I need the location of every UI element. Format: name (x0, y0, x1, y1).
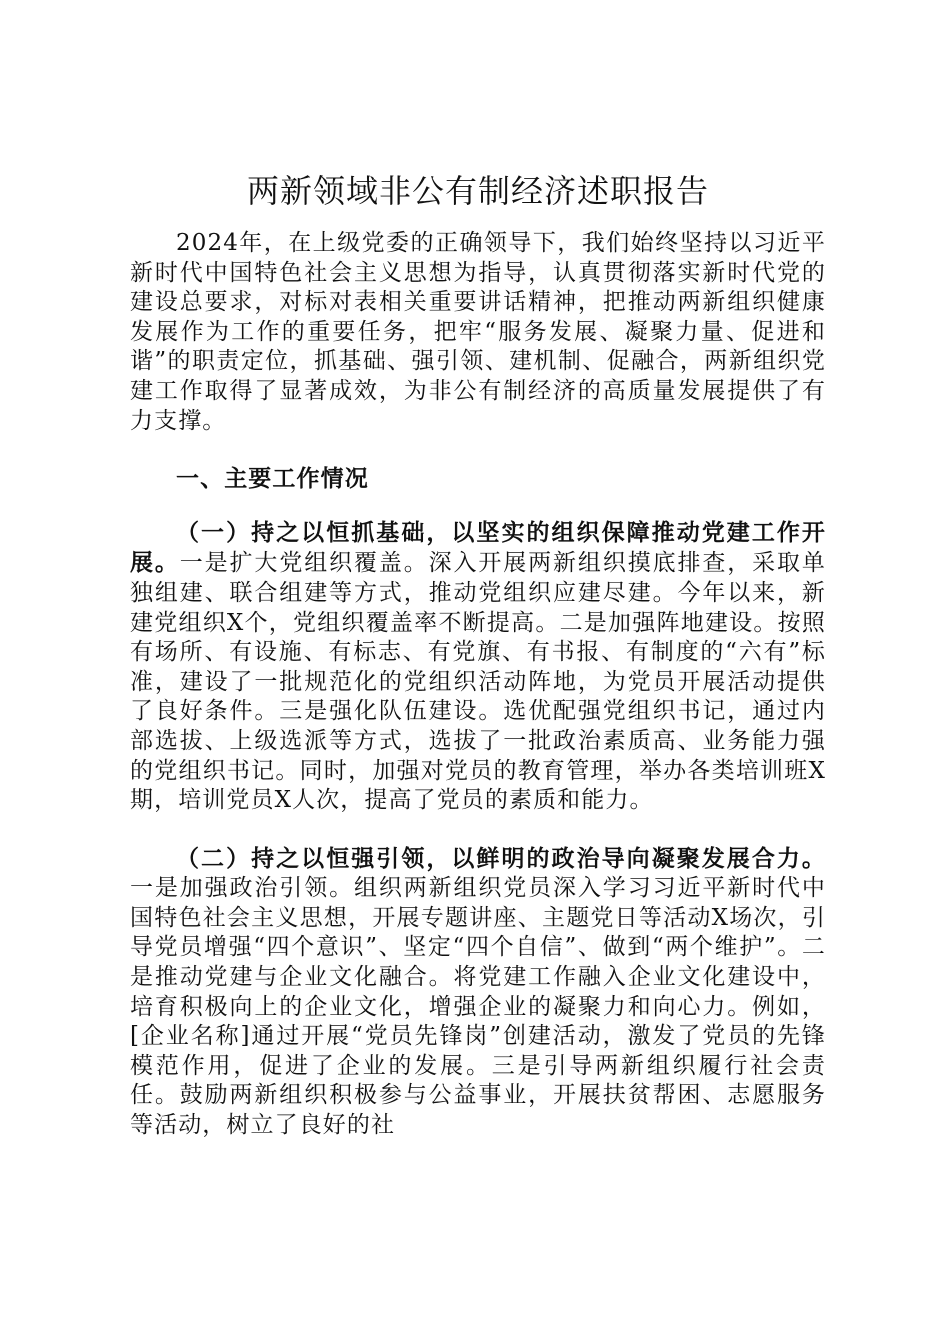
document-page (130, 165, 826, 1169)
subsection-1-body: 一是扩大党组织覆盖。深入开展两新组织摸底排查，采取单独组建、联合组建等方式，推动党组织应建尽建。今年以来，新建党组织X个，党组织覆盖率不断提高。二是加强阵地建设。按照有场所、有设施、有标志、有党旗、有书报、有制度的“六有”标准，建设了一批规范化的党组织活动阵地，为党员开展活动提供了良好条件。三是强化队伍建设。选优配强党组织书记，通过内部选拔、上级选派等方式，选拔了一批政治素质高、业务能力强的党组织书记。同时，加强对党员的教育管理，举办各类培训班X期，培训党员X人次，提高了党员的素质和能力。 (130, 550, 826, 814)
subsection-2-paragraph (130, 844, 826, 1141)
intro-paragraph: 2024年，在上级党委的正确领导下，我们始终坚持以习近平新时代中国特色社会主义思想为指导，认真贯彻落实新时代党的建设总要求，对标对表相关重要讲话精神，把推动两新组织健康发展作为工作的重要任务，把牢“服务发展、凝聚力量、促进和谐”的职责定位，抓基础、强引领、建机制、促融合，两新组织党建工作取得了显著成效，为非公有制经济的高质量发展提供了有力支撑。 (130, 230, 826, 434)
subsection-2-body: 一是加强政治引领。组织两新组织党员深入学习习近平新时代中国特色社会主义思想，开展专题讲座、主题党日等活动X场次，引导党员增强“四个意识”、坚定“四个自信”、做到“两个维护”。二是推动党建与企业文化融合。将党建工作融入企业文化建设中，培育积极向上的企业文化，增强企业的凝聚力和向心力。例如，[企业名称]通过开展“党员先锋岗”创建活动，激发了党员的先锋模范作用，促进了企业的发展。三是引导两新组织履行社会责任。鼓励两新组织积极参与公益事业，开展扶贫帮困、志愿服务等活动，树立了良好的社 (130, 875, 826, 1139)
subsection-2-lead: （二）持之以恒强引领，以鲜明的政治导向凝聚发展合力。 (176, 844, 826, 872)
document-title: 两新领域非公有制经济述职报告 (246, 172, 709, 210)
subsection-1-lead: （一）持之以恒抓基础，以坚实的组织保障推动党建工作开展。 (130, 518, 826, 577)
subsection-1-paragraph (130, 518, 826, 816)
section-heading: 一、主要工作情况 (176, 465, 369, 493)
